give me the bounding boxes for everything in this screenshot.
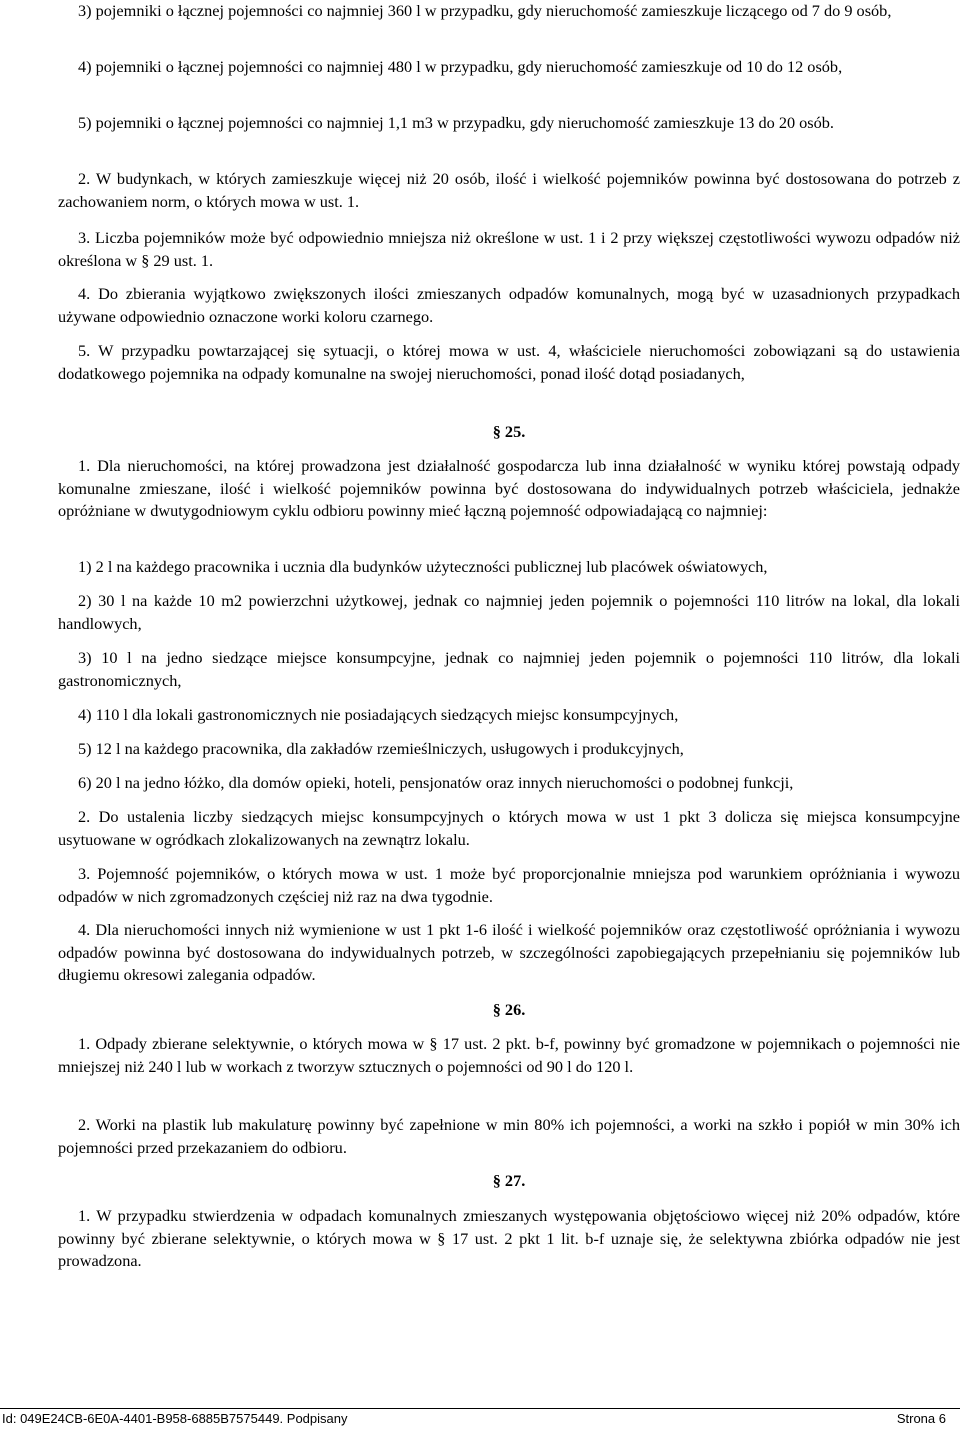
section-heading-25: § 25. — [492, 422, 526, 441]
list-item: 3) 10 l na jedno siedzące miejsce konsumpcyjne, jednak co najmniej jeden pojemnik o pojemności 110 litrów, dla lokali gastronomicznych, — [58, 648, 960, 690]
page-footer — [0, 1408, 960, 1429]
paragraph: 1. Odpady zbierane selektywnie, o których mowa w § 17 ust. 2 pkt. b-f, powinny być gromadzone w pojemnikach o pojemności nie mniejszej niż 240 l lub w workach z tworzyw sztucznych o pojemności od 90 l do 120 l. — [58, 1034, 960, 1076]
paragraph: 5) pojemniki o łącznej pojemności co najmniej 1,1 m3 w przypadku, gdy nieruchomość zamieszkuje 13 do 20 osób. — [78, 113, 834, 132]
list-item: 2) 30 l na każde 10 m2 powierzchni użytkowej, jednak co najmniej jeden pojemnik o pojemności 110 litrów na lokal, dla lokali handlowych, — [58, 591, 960, 633]
paragraph: 3) pojemniki o łącznej pojemności co najmniej 360 l w przypadku, gdy nieruchomość zamieszkuje liczącego od 7 do 9 osób, — [78, 1, 892, 20]
paragraph: 2. Worki na plastik lub makulaturę powinny być zapełnione w min 80% ich pojemności, a worki na szkło i popiół w min 30% ich pojemności przed przekazaniem do odbioru. — [58, 1115, 960, 1157]
paragraph: 5. W przypadku powtarzającej się sytuacji, o której mowa w ust. 4, właściciele nieruchomości zobowiązani są do ustawienia dodatkowego pojemnika na odpady komunalne na swojej nieruchomości, ponad ilość dotąd posiadanych, — [58, 341, 960, 383]
paragraph: 2. Do ustalenia liczby siedzących miejsc konsumpcyjnych o których mowa w ust 1 pkt 3 dolicza się miejsca konsumpcyjne usytuowane w ogródkach zlokalizowanych na zewnątrz lokalu. — [58, 807, 960, 849]
document-id: Id: 049E24CB-6E0A-4401-B958-6885B7575449. Podpisany — [2, 1411, 348, 1426]
paragraph: 4) pojemniki o łącznej pojemności co najmniej 480 l w przypadku, gdy nieruchomość zamieszkuje od 10 do 12 osób, — [78, 57, 843, 76]
paragraph: 1. W przypadku stwierdzenia w odpadach komunalnych zmieszanych występowania objętościowo więcej niż 20% odpadów, które powinny być zbierane selektywnie, o których mowa w § 17 ust. 2 pkt 1 lit. b-f uznaje się, że selektywna zbiórka odpadów nie jest prowadzona. — [58, 1206, 960, 1270]
paragraph: 4. Dla nieruchomości innych niż wymienione w ust 1 pkt 1-6 ilość i wielkość pojemników oraz częstotliwość opróżniania i wywozu odpadów powinna być dostosowana do indywidualnych potrzeb, w szczególności zapobiegających przepełnianiu się pojemników lub długiemu okresowi zalegania odpadów. — [58, 920, 960, 984]
list-item: 4) 110 l dla lokali gastronomicznych nie posiadających siedzących miejsc konsumpcyjnych, — [78, 705, 679, 724]
list-item: 1) 2 l na każdego pracownika i ucznia dla budynków użyteczności publicznej lub placówek oświatowych, — [78, 557, 768, 576]
list-item: 5) 12 l na każdego pracownika, dla zakładów rzemieślniczych, usługowych i produkcyjnych, — [78, 739, 684, 758]
section-heading-27: § 27. — [492, 1171, 526, 1190]
paragraph: 4. Do zbierania wyjątkowo zwiększonych ilości zmieszanych odpadów komunalnych, mogą być w uzasadnionych przypadkach używane odpowiednio oznaczone worki koloru czarnego. — [58, 284, 960, 326]
page-number: Strona 6 — [896, 1411, 946, 1426]
paragraph: 2. W budynkach, w których zamieszkuje więcej niż 20 osób, ilość i wielkość pojemników powinna być dostosowana do potrzeb z zachowaniem norm, o których mowa w ust. 1. — [58, 169, 960, 211]
paragraph: 3. Liczba pojemników może być odpowiednio mniejsza niż określone w ust. 1 i 2 przy większej częstotliwości wywozu odpadów niż określona w § 29 ust. 1. — [58, 228, 960, 270]
paragraph: 1. Dla nieruchomości, na której prowadzona jest działalność gospodarcza lub inna działalność w wyniku której powstają odpady komunalne zmieszane, ilość i wielkość pojemników powinna być dostosowana do indywidualnych potrzeb właściciela, jednakże opróżniane w dwutygodniowym cyklu odbioru powinny mieć łączną pojemność odpowiadającą co najmniej: — [58, 456, 960, 520]
section-heading-26: § 26. — [492, 1000, 526, 1019]
list-item: 6) 20 l na jedno łóżko, dla domów opieki, hoteli, pensjonatów oraz innych nieruchomości o podobnej funkcji, — [78, 773, 794, 792]
paragraph: 3. Pojemność pojemników, o których mowa w ust. 1 może być proporcjonalnie mniejsza pod warunkiem opróżniania i wywozu odpadów w nich zgromadzonych częściej niż raz na dwa tygodnie. — [58, 864, 960, 906]
